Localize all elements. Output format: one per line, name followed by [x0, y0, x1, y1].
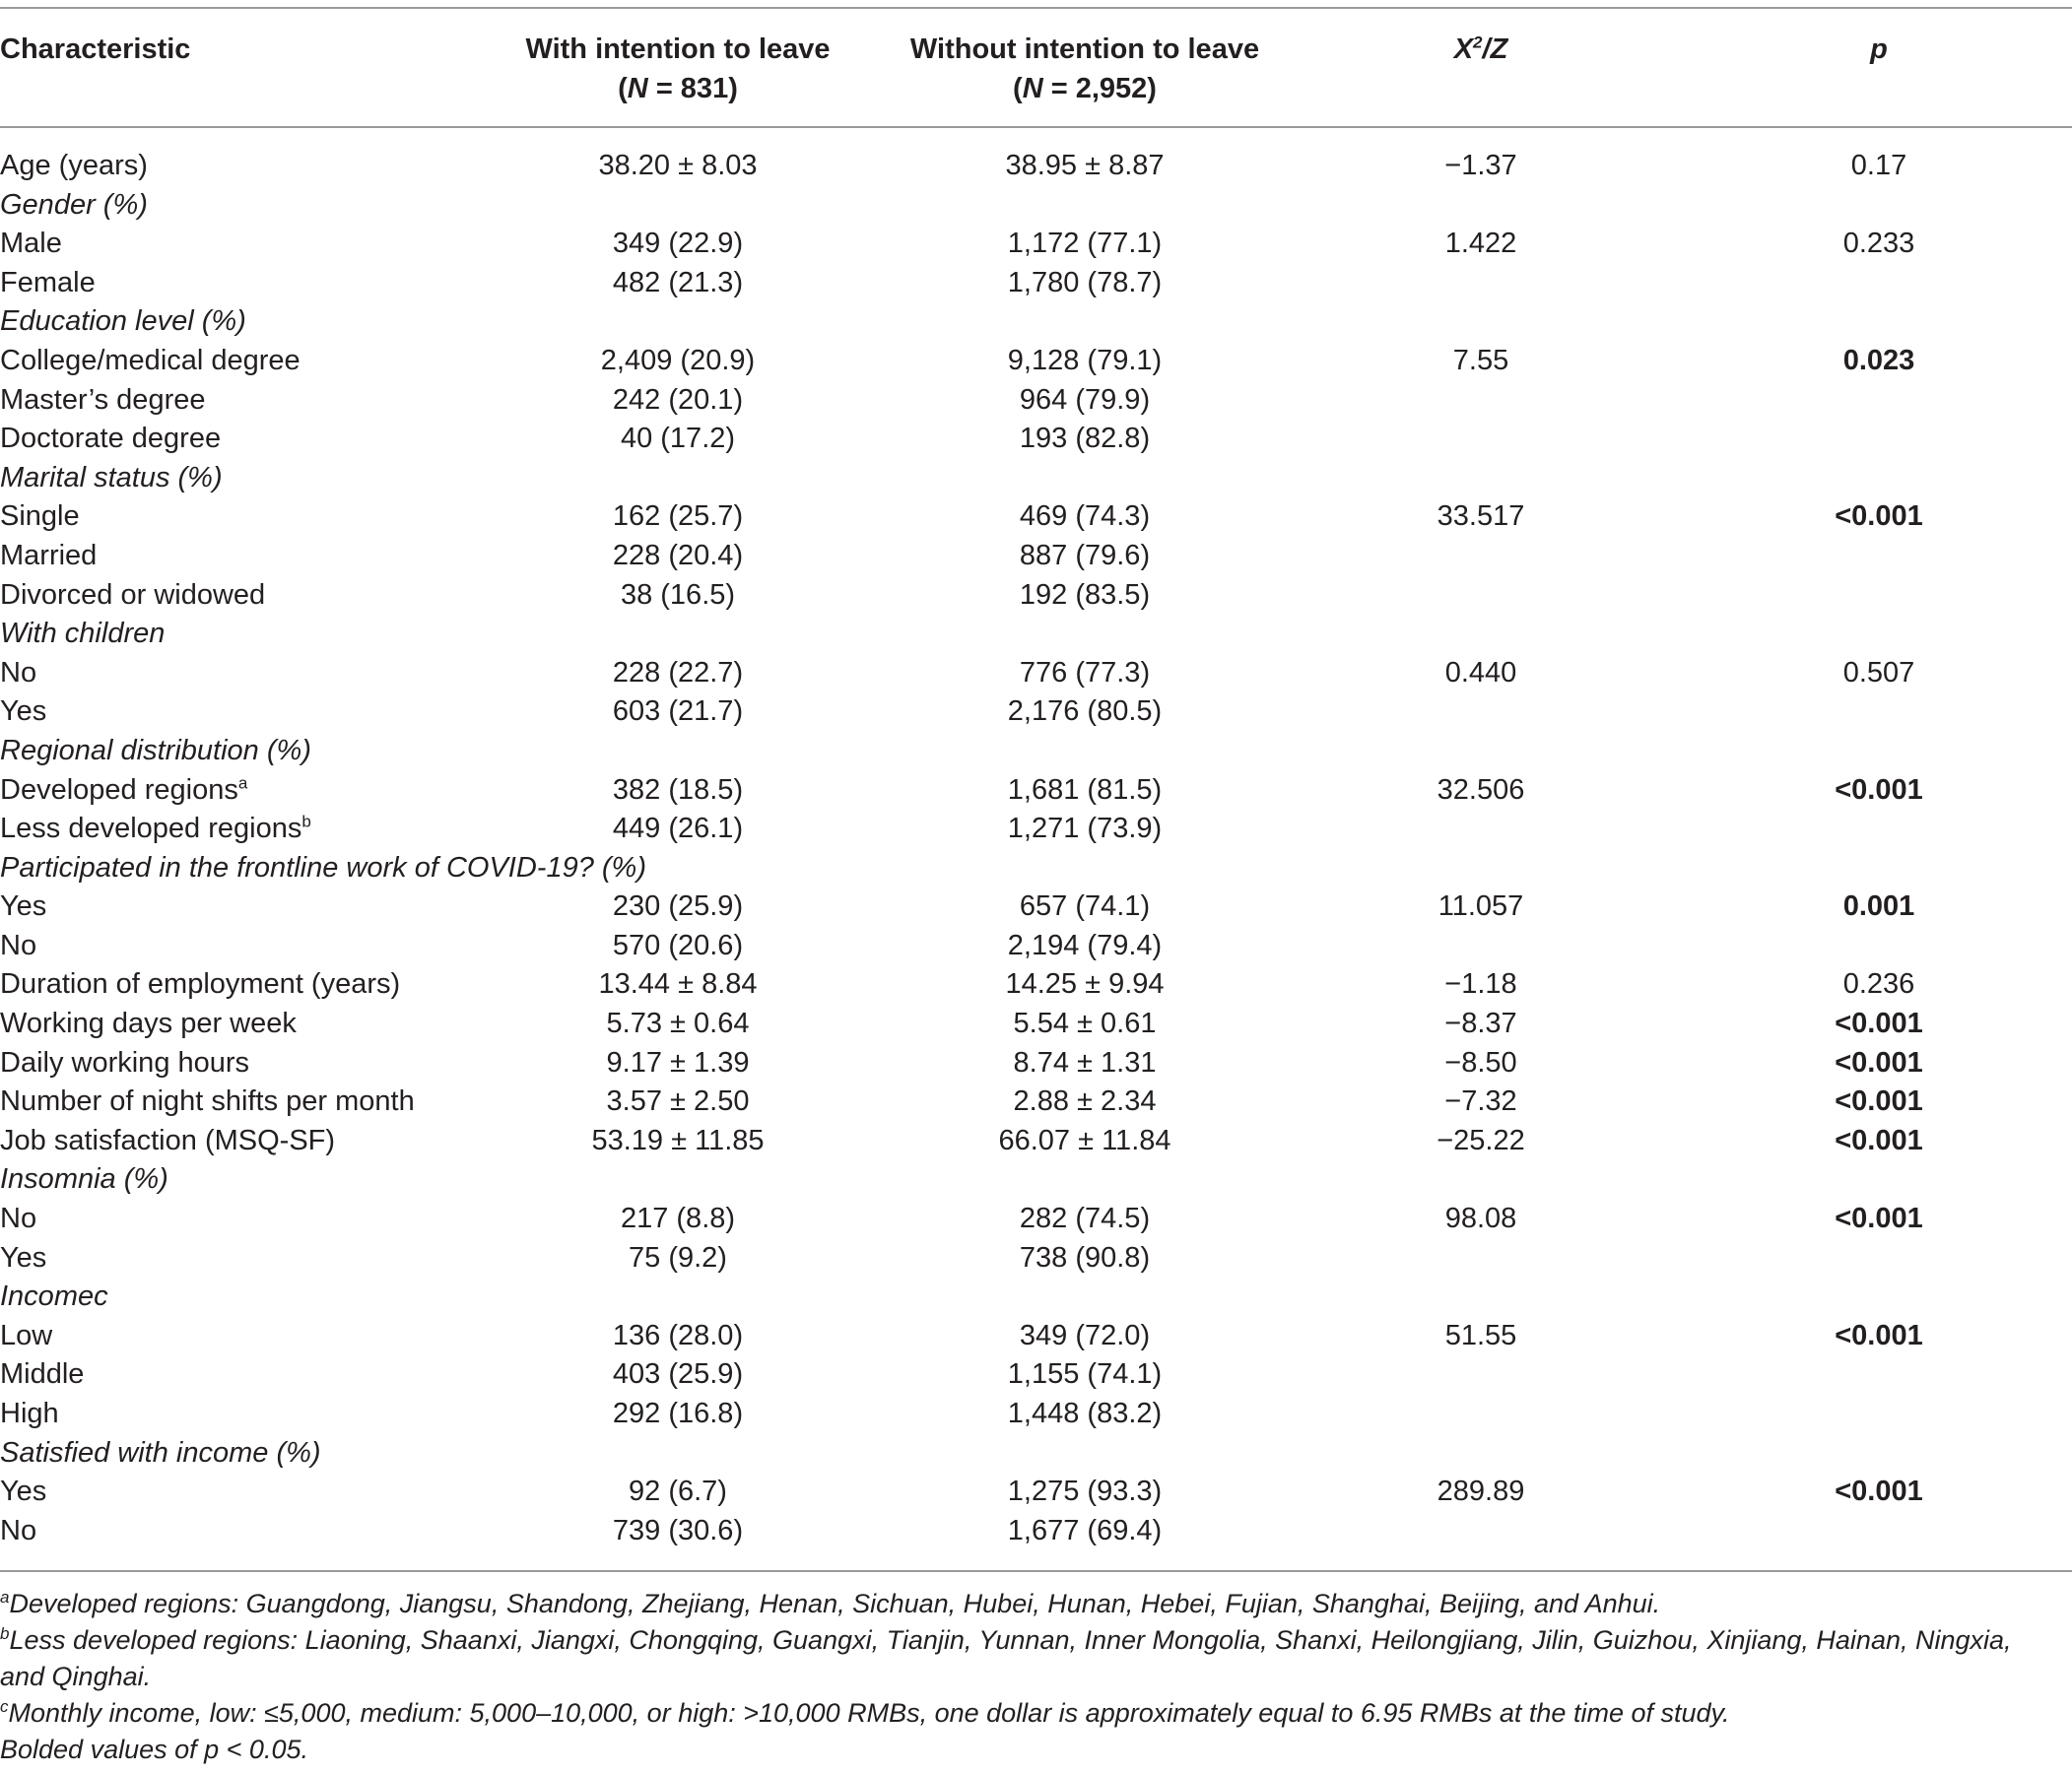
footnote [0, 1586, 2049, 1622]
cell-p-value: <0.001 [1835, 1476, 1923, 1508]
cell-statistic: 33.517 [1437, 500, 1525, 533]
footnote [0, 1622, 2049, 1695]
cell-with-intention: 739 (30.6) [612, 1514, 744, 1546]
row-label: College/medical degree [0, 344, 301, 376]
table-row [0, 1356, 2072, 1396]
header-p-value: p [1870, 33, 1888, 65]
table-row [0, 303, 2072, 343]
table-row [0, 1513, 2072, 1552]
header-stat-z: /Z [1482, 33, 1508, 65]
table-row [0, 1240, 2072, 1280]
cell-without-intention: 38.95 ± 8.87 [1005, 150, 1165, 181]
cell-without-intention: 776 (77.3) [1019, 656, 1151, 689]
cell-statistic: 98.08 [1444, 1203, 1517, 1235]
row-label: Satisfied with income (%) [0, 1436, 321, 1469]
row-label: Duration of employment (years) [0, 968, 401, 1001]
row-label: Yes [0, 1476, 47, 1508]
row-label: No [0, 929, 37, 961]
table-footnotes [0, 1586, 2049, 1768]
cell-with-intention: 162 (25.7) [612, 500, 744, 533]
cell-p-value: 0.17 [1850, 150, 1907, 181]
row-label: Middle [0, 1358, 85, 1391]
header-statistic [1454, 30, 1508, 69]
cell-without-intention: 1,271 (73.9) [1007, 813, 1163, 845]
cell-with-intention: 53.19 ± 11.85 [591, 1124, 765, 1156]
table-top-rule [0, 7, 2072, 9]
row-label: Married [0, 539, 98, 571]
table-row [0, 226, 2072, 265]
table-row [0, 928, 2072, 967]
table-row [0, 693, 2072, 733]
row-label: With children [0, 618, 166, 650]
table-row [0, 772, 2072, 812]
row-label: Regional distribution (%) [0, 734, 311, 766]
cell-without-intention: 2.88 ± 2.34 [1013, 1085, 1157, 1118]
row-label: Number of night shifts per month [0, 1085, 415, 1118]
row-label: No [0, 1203, 37, 1235]
table-row [0, 460, 2072, 499]
header-with-n-value: = 831) [647, 73, 738, 104]
cell-p-value: <0.001 [1835, 1319, 1923, 1351]
cell-statistic: −8.50 [1444, 1046, 1517, 1079]
cell-with-intention: 5.73 ± 0.64 [606, 1008, 750, 1040]
cell-with-intention: 13.44 ± 8.84 [598, 968, 758, 1001]
cell-without-intention: 657 (74.1) [1019, 890, 1151, 923]
header-stat-sup: 2 [1473, 33, 1483, 52]
cell-p-value: 0.507 [1842, 656, 1915, 689]
header-rule [0, 126, 2072, 128]
cell-with-intention: 349 (22.9) [612, 228, 744, 260]
table-row [0, 733, 2072, 772]
table-row [0, 265, 2072, 304]
footnote [0, 1695, 2049, 1732]
row-label: Low [0, 1319, 53, 1351]
table-row [0, 850, 2072, 889]
cell-with-intention: 38.20 ± 8.03 [598, 150, 758, 181]
row-label: Marital status (%) [0, 461, 223, 493]
cell-with-intention: 482 (21.3) [612, 266, 744, 298]
footnote-mark: b [0, 1624, 10, 1643]
row-label: No [0, 656, 37, 689]
row-label: Master’s degree [0, 383, 206, 416]
row-label: Yes [0, 695, 47, 728]
row-label: Less developed regions$^b$ [0, 812, 311, 845]
table-row [0, 187, 2072, 227]
cell-p-value: <0.001 [1835, 1046, 1923, 1079]
footnote-mark: a [0, 1588, 10, 1607]
table-row [0, 1318, 2072, 1357]
cell-with-intention: 3.57 ± 2.50 [606, 1085, 750, 1118]
row-label: Female [0, 266, 96, 298]
table-row [0, 966, 2072, 1006]
cell-with-intention: 228 (22.7) [612, 656, 744, 689]
cell-with-intention: 230 (25.9) [612, 890, 744, 923]
cell-with-intention: 403 (25.9) [612, 1358, 744, 1391]
footnote-marker: b [301, 812, 311, 831]
header-characteristic: Characteristic [0, 33, 191, 65]
cell-statistic: 0.440 [1444, 656, 1517, 689]
cell-p-value: 0.001 [1842, 890, 1915, 923]
row-label: Daily working hours [0, 1046, 250, 1079]
cell-without-intention: 8.74 ± 1.31 [1013, 1046, 1157, 1079]
table-row [0, 616, 2072, 655]
table-row [0, 382, 2072, 422]
row-label: Doctorate degree [0, 423, 222, 455]
cell-with-intention: 449 (26.1) [612, 813, 744, 845]
cell-statistic: −7.32 [1444, 1085, 1517, 1118]
row-label: Yes [0, 1241, 47, 1274]
header-with-intention [525, 30, 830, 108]
footnote-text: Monthly income, low: ≤5,000, medium: 5,000–10,000, or high: >10,000 RMBs, one dollar is approximately equal to 6.95 RMBs at the time of study. [8, 1698, 1730, 1728]
header-without-n-value: = 2,952) [1042, 73, 1157, 104]
table-row [0, 1045, 2072, 1084]
cell-without-intention: 66.07 ± 11.84 [998, 1124, 1171, 1156]
table-row [0, 1396, 2072, 1435]
table-row [0, 577, 2072, 617]
cell-without-intention: 2,194 (79.4) [1007, 929, 1163, 961]
footnote-text: Developed regions: Guangdong, Jiangsu, Shandong, Zhejiang, Henan, Sichuan, Hubei, Hunan, Hebei, Fujian, Shanghai, Beijing, and Anhui. [9, 1589, 1661, 1618]
cell-p-value: <0.001 [1835, 500, 1923, 533]
row-label: Divorced or widowed [0, 578, 266, 611]
cell-without-intention: 1,155 (74.1) [1007, 1358, 1163, 1391]
cell-without-intention: 1,448 (83.2) [1007, 1398, 1163, 1429]
cell-statistic: 51.55 [1444, 1319, 1517, 1351]
cell-without-intention: 469 (74.3) [1019, 500, 1151, 533]
cell-with-intention: 2,409 (20.9) [600, 344, 756, 376]
cell-without-intention: 193 (82.8) [1019, 423, 1151, 455]
table-row [0, 538, 2072, 577]
row-label: Developed regions$^a$ [0, 772, 248, 806]
cell-p-value: 0.023 [1842, 344, 1915, 376]
header-without-intention [910, 30, 1259, 108]
cell-without-intention: 738 (90.8) [1019, 1241, 1151, 1274]
footnote-marker: a [237, 772, 248, 792]
row-label: Incomec [0, 1281, 108, 1313]
table-row [0, 1006, 2072, 1045]
cell-with-intention: 570 (20.6) [612, 929, 744, 961]
cell-without-intention: 9,128 (79.1) [1007, 344, 1163, 376]
cell-with-intention: 40 (17.2) [620, 423, 736, 455]
table-row [0, 888, 2072, 928]
cell-with-intention: 92 (6.7) [629, 1476, 727, 1508]
cell-without-intention: 282 (74.5) [1019, 1203, 1151, 1235]
cell-statistic: 1.422 [1444, 228, 1517, 260]
table-row [0, 1435, 2072, 1475]
cell-without-intention: 1,677 (69.4) [1007, 1514, 1163, 1546]
table-row [0, 1161, 2072, 1201]
cell-statistic: −1.37 [1444, 150, 1517, 181]
cell-without-intention: 1,172 (77.1) [1007, 228, 1163, 260]
table-row [0, 1474, 2072, 1513]
cell-with-intention: 382 (18.5) [612, 773, 744, 806]
header-with-line1: With intention to leave [525, 33, 831, 65]
header-stat-x: X [1453, 33, 1474, 65]
header-without-line1: Without intention to leave [909, 33, 1260, 65]
cell-p-value: 0.236 [1842, 968, 1915, 1001]
row-label: Education level (%) [0, 305, 246, 338]
cell-without-intention: 5.54 ± 0.61 [1013, 1008, 1157, 1040]
table-bottom-rule [0, 1570, 2072, 1572]
cell-with-intention: 217 (8.8) [620, 1203, 736, 1235]
cell-statistic: −8.37 [1444, 1008, 1517, 1040]
row-label: Gender (%) [0, 188, 148, 221]
footnote-text: Less developed regions: Liaoning, Shaanxi, Jiangxi, Chongqing, Guangxi, Tianjin, Yunnan, Inner Mongolia, Shanxi, Heilongjiang, Jilin, Guizhou, Xinjiang, Hainan, Ningxia, and Qinghai. [0, 1625, 2012, 1691]
header-with-n: (N = 831) [618, 73, 738, 104]
cell-statistic: 32.506 [1437, 773, 1525, 806]
cell-without-intention: 1,275 (93.3) [1007, 1476, 1163, 1508]
row-label: Insomnia (%) [0, 1163, 168, 1196]
row-label: No [0, 1514, 37, 1546]
cell-p-value: <0.001 [1835, 1124, 1923, 1156]
cell-statistic: 289.89 [1437, 1476, 1525, 1508]
cell-without-intention: 192 (83.5) [1019, 578, 1151, 611]
cell-p-value: <0.001 [1835, 1085, 1923, 1118]
table-row [0, 1123, 2072, 1162]
cell-p-value: 0.233 [1842, 228, 1915, 260]
cell-statistic: −1.18 [1444, 968, 1517, 1001]
row-label: High [0, 1398, 59, 1429]
header-without-n: (N = 2,952) [1013, 73, 1157, 104]
cell-with-intention: 242 (20.1) [612, 383, 744, 416]
cell-p-value: <0.001 [1835, 773, 1923, 806]
cell-without-intention: 887 (79.6) [1019, 539, 1151, 571]
cell-statistic: −25.22 [1437, 1124, 1525, 1156]
cell-without-intention: 1,780 (78.7) [1007, 266, 1163, 298]
table-row [0, 655, 2072, 694]
table-row [0, 1084, 2072, 1123]
cell-without-intention: 14.25 ± 9.94 [1005, 968, 1165, 1001]
cell-p-value: <0.001 [1835, 1203, 1923, 1235]
cell-statistic: 7.55 [1452, 344, 1509, 376]
row-label: Single [0, 500, 80, 533]
cell-with-intention: 9.17 ± 1.39 [606, 1046, 750, 1079]
cell-with-intention: 38 (16.5) [620, 578, 736, 611]
table-row [0, 421, 2072, 460]
cell-without-intention: 964 (79.9) [1019, 383, 1151, 416]
table-row [0, 148, 2072, 187]
cell-without-intention: 2,176 (80.5) [1007, 695, 1163, 728]
row-label: Participated in the frontline work of COVID-19? (%) [0, 851, 646, 884]
table-row [0, 811, 2072, 850]
cell-without-intention: 1,681 (81.5) [1007, 773, 1163, 806]
table-row [0, 1201, 2072, 1240]
cell-with-intention: 228 (20.4) [612, 539, 744, 571]
footnote [0, 1732, 2049, 1768]
table-row [0, 343, 2072, 382]
row-label: Male [0, 228, 62, 260]
table-row [0, 1279, 2072, 1318]
cell-statistic: 11.057 [1437, 890, 1524, 923]
cell-with-intention: 292 (16.8) [612, 1398, 744, 1429]
row-label: Age (years) [0, 150, 148, 181]
header-without-n-label: N [1022, 73, 1043, 104]
cell-with-intention: 75 (9.2) [629, 1241, 727, 1274]
header-with-n-label: N [627, 73, 648, 104]
cell-without-intention: 349 (72.0) [1019, 1319, 1151, 1351]
footnote-text: Bolded values of p < 0.05. [0, 1735, 308, 1764]
row-label: Yes [0, 890, 47, 923]
cell-p-value: <0.001 [1835, 1008, 1923, 1040]
row-label: Job satisfaction (MSQ-SF) [0, 1124, 336, 1156]
footnote-mark: c [0, 1697, 9, 1716]
row-label: Working days per week [0, 1008, 297, 1040]
table-row [0, 498, 2072, 538]
table-body [0, 148, 2072, 1551]
cell-with-intention: 603 (21.7) [612, 695, 744, 728]
cell-with-intention: 136 (28.0) [612, 1319, 744, 1351]
